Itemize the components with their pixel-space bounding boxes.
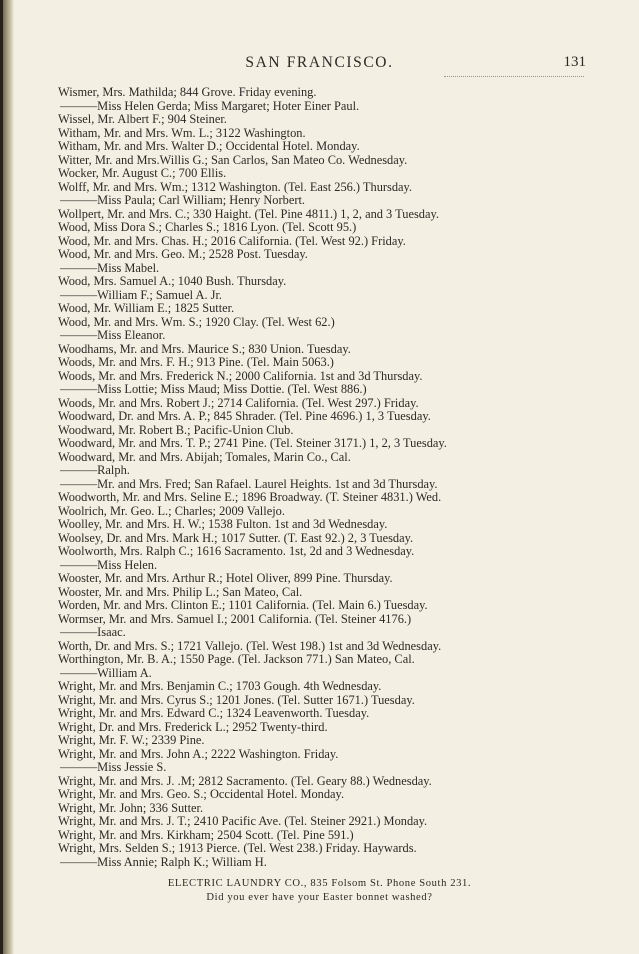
directory-entry: Witham, Mr. and Mrs. Wm. L.; 3122 Washington. [58, 125, 306, 140]
footer-slogan: Did you ever have your Easter bonnet washed? [206, 892, 433, 903]
directory-entry: Wright, Mr. and Mrs. J. .M; 2812 Sacramento. (Tel. Geary 88.) Wednesday. [58, 773, 432, 788]
directory-entry: Woods, Mr. and Mrs. F. H.; 913 Pine. (Tel. Main 5063.) [58, 355, 334, 369]
directory-entry: Wismer, Mrs. Mathilda; 844 Grove. Friday evening. [58, 85, 317, 99]
header-rule [444, 76, 584, 77]
directory-subentry: ———William A. [60, 665, 152, 680]
directory-entry: Woodward, Mr. and Mrs. Abijah; Tomales, Marin Co., Cal. [58, 449, 351, 464]
directory-entry: Wolff, Mr. and Mrs. Wm.; 1312 Washington. (Tel. East 256.) Thursday. [58, 179, 413, 194]
directory-entry: Woolley, Mr. and Mrs. H. W.; 1538 Fulton. 1st and 3d Wednesday. [58, 517, 388, 531]
directory-entry: Woods, Mr. and Mrs. Robert J.; 2714 California. (Tel. West 297.) Friday. [58, 395, 419, 410]
directory-entry: Woodward, Mr. and Mrs. T. P.; 2741 Pine. (Tel. Steiner 3171.) 1, 2, 3 Tuesday. [58, 436, 447, 450]
directory-subentry: ———William F.; Samuel A. Jr. [60, 287, 222, 302]
directory-subentry: ———Miss Helen Gerda; Miss Margaret; Hoter Einer Paul. [60, 98, 360, 113]
directory-entry: Wooster, Mr. and Mrs. Arthur R.; Hotel Oliver, 899 Pine. Thursday. [58, 571, 393, 585]
directory-entry: Wright, Mr. and Mrs. Benjamin C.; 1703 Gough. 4th Wednesday. [58, 679, 382, 693]
directory-entry: Wood, Mr. and Mrs. Geo. M.; 2528 Post. Tuesday. [58, 247, 308, 261]
directory-entry: Worth, Dr. and Mrs. S.; 1721 Vallejo. (Tel. West 198.) 1st and 3d Wednesday. [58, 638, 442, 653]
directory-entry: Woolworth, Mrs. Ralph C.; 1616 Sacramento. 1st, 2d and 3 Wednesday. [58, 544, 415, 558]
directory-entry: Woodhams, Mr. and Mrs. Maurice S.; 830 Union. Tuesday. [58, 341, 351, 356]
directory-subentry: ———Mr. and Mrs. Fred; San Rafael. Laurel Heights. 1st and 3d Thursday. [60, 476, 438, 491]
directory-entry: Wocker, Mr. August C.; 700 Ellis. [58, 166, 227, 180]
directory-entry: Wood, Mr. William E.; 1825 Sutter. [58, 301, 235, 315]
directory-entry: Wright, Mr. and Mrs. Kirkham; 2504 Scott. (Tel. Pine 591.) [58, 827, 354, 842]
directory-entry: Wood, Mrs. Samuel A.; 1040 Bush. Thursday. [58, 274, 287, 288]
directory-entry: Wright, Dr. and Mrs. Frederick L.; 2952 Twenty-third. [58, 719, 328, 734]
directory-entry: Wood, Mr. and Mrs. Chas. H.; 2016 California. (Tel. West 92.) Friday. [58, 233, 406, 248]
directory-entry: Wright, Mr. F. W.; 2339 Pine. [58, 733, 205, 747]
directory-subentry: ———Miss Mabel. [60, 260, 160, 275]
directory-entry: Wollpert, Mr. and Mrs. C.; 330 Haight. (Tel. Pine 4811.) 1, 2, and 3 Tuesday. [58, 206, 439, 221]
directory-subentry: ———Miss Paula; Carl William; Henry Norbert. [60, 193, 305, 207]
directory-entry: Woodworth, Mr. and Mrs. Seline E.; 1896 Broadway. (T. Steiner 4831.) Wed. [58, 490, 442, 504]
directory-subentry: ———Miss Eleanor. [60, 328, 166, 342]
directory-entry: Woodward, Dr. and Mrs. A. P.; 845 Shrader. (Tel. Pine 4696.) 1, 3 Tuesday. [58, 409, 431, 423]
directory-entry: Wright, Mr. and Mrs. John A.; 2222 Washington. Friday. [58, 746, 339, 761]
directory-subentry: ———Miss Helen. [60, 557, 158, 572]
directory-entry: Wright, Mr. and Mrs. Geo. S.; Occidental Hotel. Monday. [58, 787, 345, 801]
directory-entry: Woods, Mr. and Mrs. Frederick N.; 2000 California. 1st and 3d Thursday. [58, 368, 423, 383]
directory-entry: Woolrich, Mr. Geo. L.; Charles; 2009 Vallejo. [58, 503, 285, 518]
page-header [0, 54, 639, 78]
directory-entry: Wright, Mr. and Mrs. J. T.; 2410 Pacific Ave. (Tel. Steiner 2921.) Monday. [58, 814, 428, 828]
directory-entry: Wright, Mrs. Selden S.; 1913 Pierce. (Tel. West 238.) Friday. Haywards. [58, 841, 417, 855]
page-number: 131 [563, 54, 586, 70]
directory-entry: Wright, Mr. and Mrs. Cyrus S.; 1201 Jones. (Tel. Sutter 1671.) Tuesday. [58, 692, 415, 707]
directory-subentry: ———Miss Lottie; Miss Maud; Miss Dottie. (Tel. West 886.) [60, 382, 367, 396]
directory-subentry: ———Isaac. [60, 625, 126, 639]
footer-advertisement: ELECTRIC LAUNDRY CO., 835 Folsom St. Phone South 231. [167, 878, 472, 889]
page-title: SAN FRANCISCO. [245, 54, 394, 71]
directory-entry: Worthington, Mr. B. A.; 1550 Page. (Tel. Jackson 771.) San Mateo, Cal. [58, 652, 415, 666]
directory-entry: Wood, Mr. and Mrs. Wm. S.; 1920 Clay. (Tel. West 62.) [58, 314, 335, 329]
directory-entry: Witham, Mr. and Mrs. Walter D.; Occidental Hotel. Monday. [58, 139, 360, 153]
directory-entry: Wooster, Mr. and Mrs. Philip L.; San Mateo, Cal. [58, 584, 303, 599]
directory-entry: Worden, Mr. and Mrs. Clinton E.; 1101 California. (Tel. Main 6.) Tuesday. [58, 598, 428, 612]
directory-entry: Wright, Mr. John; 336 Sutter. [58, 800, 204, 815]
directory-entry: Wood, Miss Dora S.; Charles S.; 1816 Lyon. (Tel. Scott 95.) [58, 220, 357, 234]
directory-entry: Woodward, Mr. Robert B.; Pacific-Union Club. [58, 422, 294, 437]
directory-entry: Wright, Mr. and Mrs. Edward C.; 1324 Leavenworth. Tuesday. [58, 706, 370, 720]
directory-subentry: ———Miss Annie; Ralph K.; William H. [60, 854, 267, 869]
directory-entry: Witter, Mr. and Mrs.Willis G.; San Carlos, San Mateo Co. Wednesday. [58, 152, 408, 167]
directory-entry: Wormser, Mr. and Mrs. Samuel I.; 2001 California. (Tel. Steiner 4176.) [58, 611, 412, 626]
directory-entry: Woolsey, Dr. and Mrs. Mark H.; 1017 Sutter. (T. East 92.) 2, 3 Tuesday. [58, 530, 414, 545]
book-binding-edge [0, 0, 3, 954]
directory-subentry: ———Ralph. [60, 463, 130, 477]
directory-entry: Wissel, Mr. Albert F.; 904 Steiner. [58, 112, 227, 126]
directory-subentry: ———Miss Jessie S. [60, 760, 167, 774]
